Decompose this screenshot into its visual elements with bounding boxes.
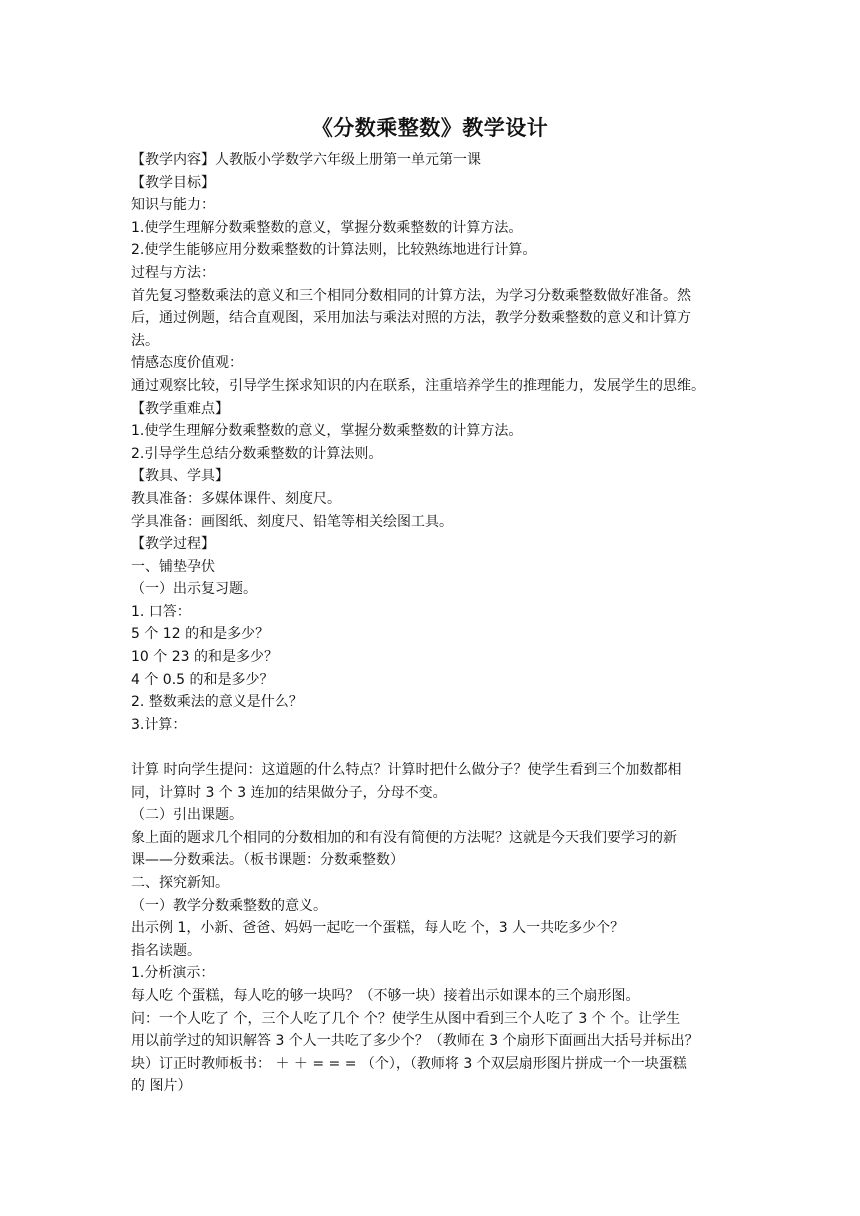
text-line: 出示例 1，小新、爸爸、妈妈一起吃一个蛋糕，每人吃 个，3 人一共吃多少个？ [131,920,625,937]
text-line: 指名读题。 [131,942,201,959]
text-line: 【教学内容】人教版小学数学六年级上册第一单元第一课 [131,152,481,168]
text-line: 2. 整数乘法的意义是什么？ [131,694,303,711]
subheading: 过程与方法： [131,264,215,281]
section-heading: 【教学重难点】 [131,400,229,417]
text-line: 计算 时向学生提问：这道题的什么特点？计算时把什么做分子？使学生看到三个加数都相 [131,762,682,779]
text-line: 课——分数乘法。（板书课题：分数乘整数） [131,852,404,869]
text-line: 块）订正时教师板书： ＋ ＋ = = = （个），（教师将 3 个双层扇形图片拼成一个一块蛋糕 [131,1055,687,1072]
text-line: 首先复习整数乘法的意义和三个相同分数相同的计算方法，为学习分数乘整数做好准备。然 [131,287,691,304]
subheading: 情感态度价值观： [131,355,243,372]
text-line: 同，计算时 3 个 3 连加的结果做分子，分母不变。 [131,784,447,801]
blank-line [131,736,735,759]
text-line: 1. 口答： [131,603,191,620]
text-line: 通过观察比较，引导学生探求知识的内在联系，注重培养学生的推理能力，发展学生的思维。 [131,377,705,394]
text-line: 一、铺垫孕伏 [131,558,215,575]
section-heading: 二、探究新知。 [131,875,229,891]
document-body [131,149,735,1098]
section-heading: 【教学过程】 [131,536,215,553]
text-line: 5 个 12 的和是多少？ [131,626,270,643]
text-line: 象上面的题求几个相同的分数相加的和有没有简便的方法呢？这就是今天我们要学习的新 [131,829,677,846]
text-line: 4 个 0.5 的和是多少？ [131,671,274,688]
text-line: （二）引出课题。 [131,807,243,824]
text-line: 后，通过例题，结合直观图，采用加法与乘法对照的方法，教学分数乘整数的意义和计算方 [131,310,691,327]
text-line: 每人吃 个蛋糕，每人吃的够一块吗？（不够一块）接着出示如课本的三个扇形图。 [131,987,640,1004]
text-line: 2.引导学生总结分数乘整数的计算法则。 [131,445,383,462]
section-heading: 【教学目标】 [131,174,215,191]
text-line: （一）出示复习题。 [131,581,257,598]
text-line: 1.使学生理解分数乘整数的意义，掌握分数乘整数的计算方法。 [131,423,523,440]
text-line: 用以前学过的知识解答 3 个人一共吃了多少个？（教师在 3 个扇形下面画出大括号并标出？ [131,1033,699,1050]
text-line: （一）教学分数乘整数的意义。 [131,897,327,914]
subheading: 知识与能力： [131,197,215,214]
text-line: 10 个 23 的和是多少？ [131,649,278,666]
text-line: 问：一个人吃了 个，三个人吃了几个 个？使学生从图中看到三个人吃了 3 个 个。让学生 [131,1010,681,1027]
text-line: 3.计算： [131,716,187,733]
text-line: 2.使学生能够应用分数乘整数的计算法则，比较熟练地进行计算。 [131,242,537,259]
text-line: 1.使学生理解分数乘整数的意义，掌握分数乘整数的计算方法。 [131,219,523,236]
text-line: 学具准备：画图纸、刻度尺、铅笔等相关绘图工具。 [131,513,453,530]
text-line: 法。 [131,332,159,349]
text-line: 的 图片） [131,1078,192,1095]
document-title: 《分数乘整数》教学设计 [311,116,549,140]
section-heading: 【教具、学具】 [131,468,229,485]
text-line: 1.分析演示： [131,965,215,982]
text-line: 教具准备：多媒体课件、刻度尺。 [131,490,341,507]
